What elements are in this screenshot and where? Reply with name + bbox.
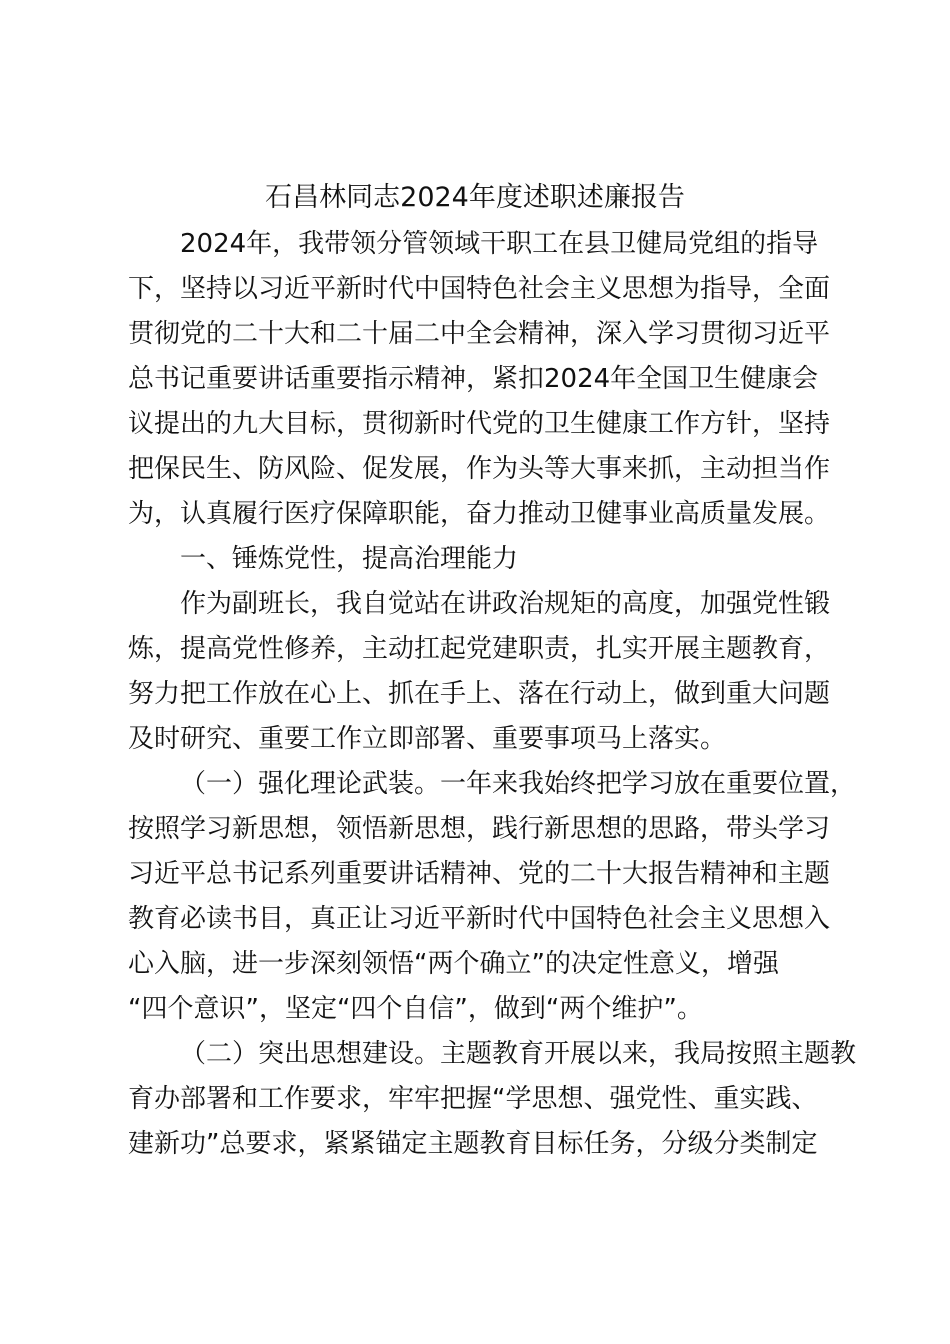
- paragraph-line: 建新功”总要求，紧紧锚定主题教育目标任务，分级分类制定: [128, 1129, 818, 1159]
- paragraph-line: 育办部署和工作要求，牢牢把握“学思想、强党性、重实践、: [128, 1084, 818, 1114]
- paragraph-line: 习近平总书记系列重要讲话精神、党的二十大报告精神和主题: [128, 859, 831, 889]
- paragraph-line: 心入脑，进一步深刻领悟“两个确立”的决定性意义，增强: [128, 949, 779, 979]
- paragraph-line: 下，坚持以习近平新时代中国特色社会主义思想为指导，全面: [128, 274, 831, 304]
- paragraph-line: “四个意识”，坚定“四个自信”，做到“两个维护”。: [128, 994, 703, 1024]
- paragraph-line: 作为副班长，我自觉站在讲政治规矩的高度，加强党性锻: [180, 589, 831, 619]
- paragraph-line: 按照学习新思想，领悟新思想，践行新思想的思路，带头学习: [128, 814, 831, 844]
- paragraph-line: 为，认真履行医疗保障职能，奋力推动卫健事业高质量发展。: [128, 499, 831, 529]
- paragraph-line: 2024年，我带领分管领域干职工在县卫健局党组的指导: [180, 229, 819, 259]
- document-title: 石昌林同志2024年度述职述廉报告: [265, 182, 685, 213]
- paragraph-line: 贯彻党的二十大和二十届二中全会精神，深入学习贯彻习近平: [128, 319, 831, 349]
- paragraph-line: 努力把工作放在心上、抓在手上、落在行动上，做到重大问题: [128, 679, 831, 709]
- section-heading: 一、锤炼党性，提高治理能力: [180, 544, 519, 574]
- paragraph-line: （一）强化理论武装。一年来我始终把学习放在重要位置，: [180, 769, 857, 799]
- paragraph-line: （二）突出思想建设。主题教育开展以来，我局按照主题教: [180, 1039, 857, 1069]
- paragraph-line: 炼，提高党性修养，主动扛起党建职责，扎实开展主题教育，: [128, 634, 831, 664]
- paragraph-line: 把保民生、防风险、促发展，作为头等大事来抓，主动担当作: [128, 454, 831, 484]
- paragraph-line: 议提出的九大目标，贯彻新时代党的卫生健康工作方针，坚持: [128, 409, 831, 439]
- paragraph-line: 教育必读书目，真正让习近平新时代中国特色社会主义思想入: [128, 904, 831, 934]
- paragraph-line: 及时研究、重要工作立即部署、重要事项马上落实。: [128, 724, 727, 754]
- paragraph-line: 总书记重要讲话重要指示精神，紧扣2024年全国卫生健康会: [128, 364, 819, 394]
